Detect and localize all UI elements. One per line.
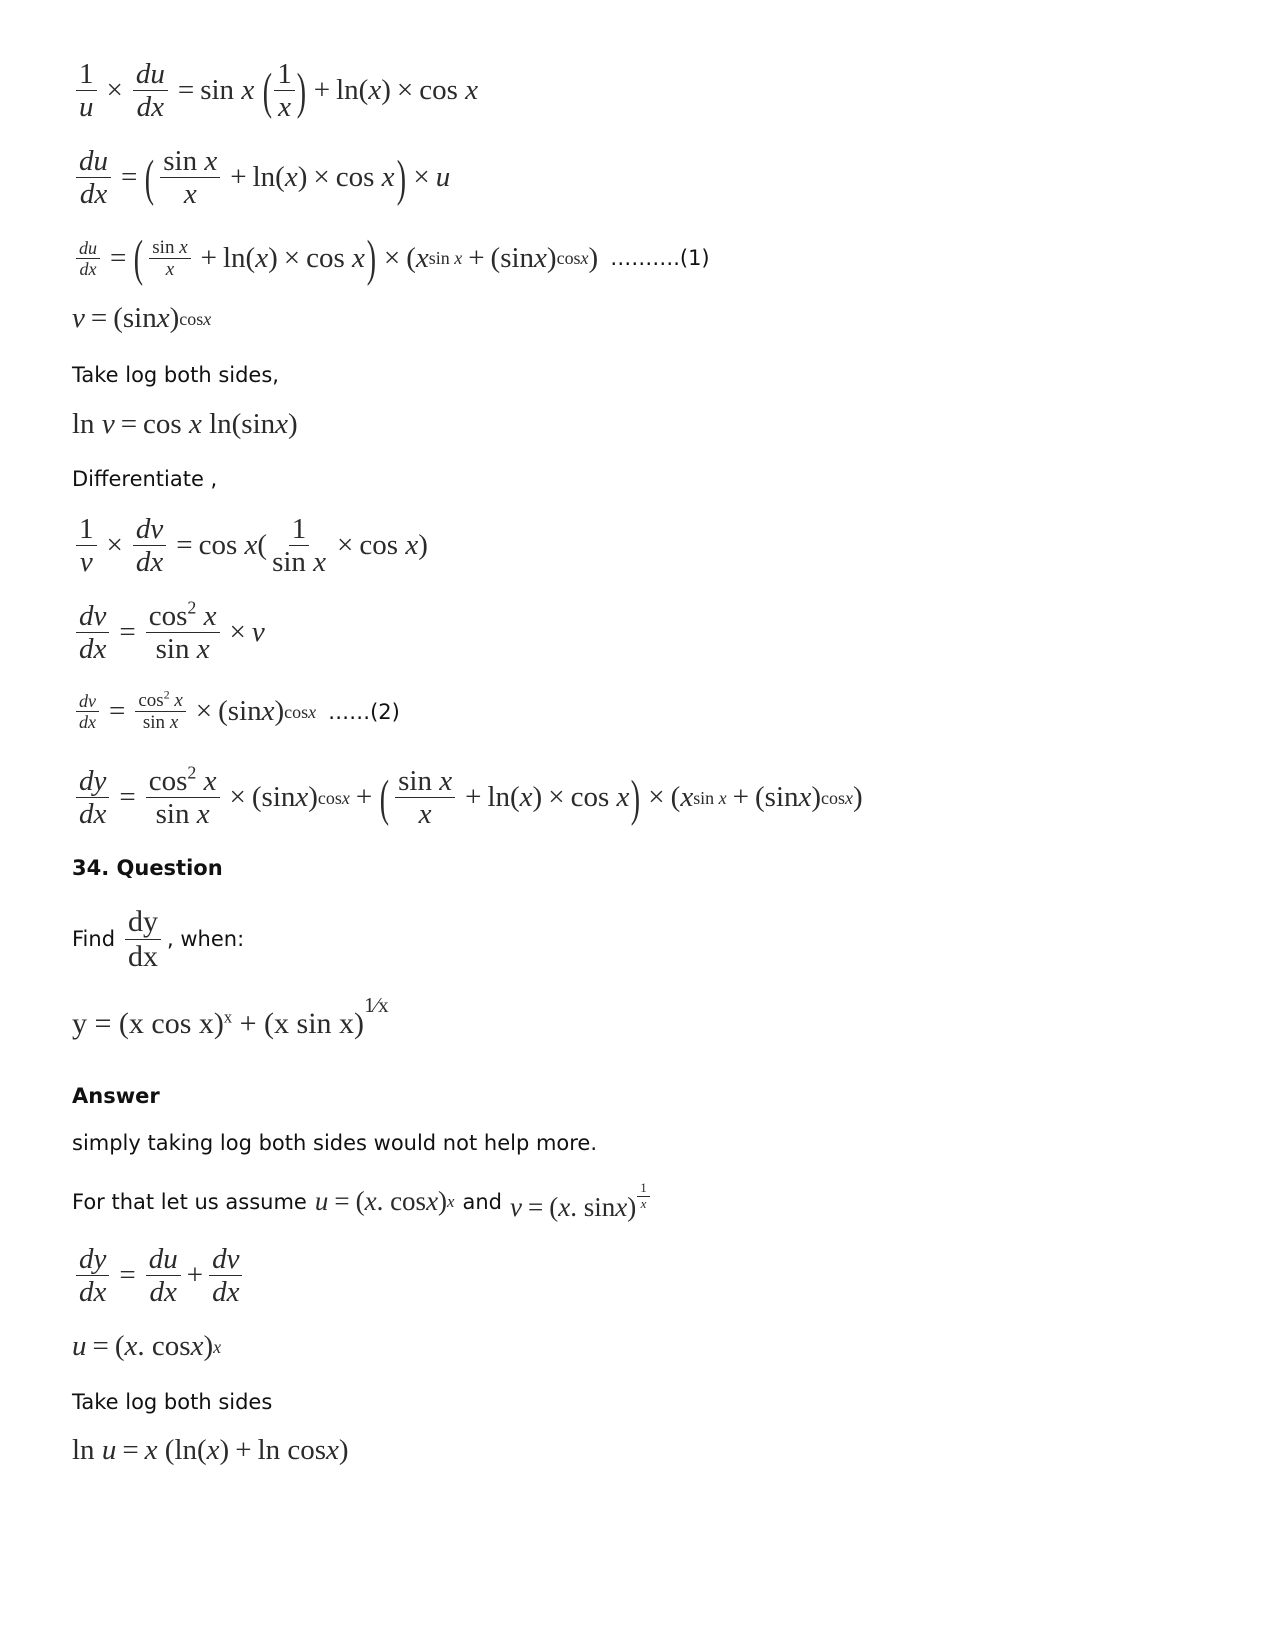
- fraction: $\frac{1}{u}$: [76, 58, 97, 124]
- equation-line: $\frac{dv}{dx}$ = $\frac{\cos^2 x}{\text{sin x}}$ × (sin x ) cosx ……(2): [72, 690, 400, 734]
- equation-line: $\frac{du}{dx}$ = ( $\frac{\text{sin x}}{x}$ + ln( x ) × cos x ) × ( x sin x + (sin x ) cosx ) ……….(1): [72, 233, 710, 284]
- inline-math: v = ( x . sin x ) $\frac{1}{x}$: [510, 1180, 650, 1223]
- equation-line: ln u = x (ln( x ) + ln cos x ): [72, 1434, 349, 1466]
- equation-line: $\frac{dy}{dx}$ = $\frac{du}{dx}$ + $\frac{dv}{dx}$: [72, 1243, 246, 1309]
- equation-line: $\frac{1}{v}$ × $\frac{dv}{dx}$ = cos x ( $\frac{1}{\text{sin x}}$ × cos x ): [72, 513, 428, 579]
- question-heading: 34. Question: [72, 856, 223, 880]
- question-prompt: [72, 905, 244, 973]
- equation-line: $\frac{du}{dx}$ = ( $\frac{\text{sin x}}{x}$ + ln( x ) × cos x ) × u: [72, 145, 450, 211]
- equation-line: $\frac{dv}{dx}$ = $\frac{\cos^2 x}{\text{sin x}}$ × v: [72, 600, 265, 666]
- text-line: Take log both sides: [72, 1390, 273, 1414]
- equation-line: $\frac{1}{u}$ × $\frac{du}{dx}$ = sin x ( $\frac{1}{x}$ ) + ln( x ) × cos x: [72, 58, 478, 124]
- question-equation: y = (x cos x)$^x$ + (x sin x)$^{1⁄x}$: [72, 993, 389, 1040]
- inline-math: u = ( x . cos x ) x: [314, 1186, 455, 1216]
- text-line: simply taking log both sides would not help more.: [72, 1131, 598, 1155]
- equation-line: u = ( x . cos x ) x: [72, 1330, 222, 1362]
- equation-number: ……….(1): [610, 246, 710, 271]
- equation-line: v = (sin x ) cosx: [72, 302, 212, 334]
- equation-line: $\frac{dy}{dx}$ = $\frac{\cos^2 x}{\text{sin x}}$ × (sin x ) cosx + ( $\frac{\text{sin x}}{x}$ + ln( x ) × cos x ) × ( x sin x + (sin x ) cosx ): [72, 765, 863, 831]
- assumption-line: [72, 1180, 650, 1223]
- text-line: Differentiate ,: [72, 467, 218, 491]
- fraction: $\frac{du}{dx}$: [133, 58, 168, 124]
- when-label: , when:: [167, 927, 245, 952]
- text-segment: and: [462, 1189, 502, 1214]
- answer-heading: Answer: [72, 1084, 160, 1108]
- text-segment: For that let us assume: [72, 1189, 307, 1214]
- equation-number: ……(2): [328, 699, 400, 724]
- equation-line: ln v = cos x ln(sin x ): [72, 408, 298, 440]
- find-label: Find: [72, 927, 116, 952]
- text-line: Take log both sides,: [72, 363, 279, 387]
- derivative-fraction: $\frac{dy}{dx}$: [125, 905, 161, 973]
